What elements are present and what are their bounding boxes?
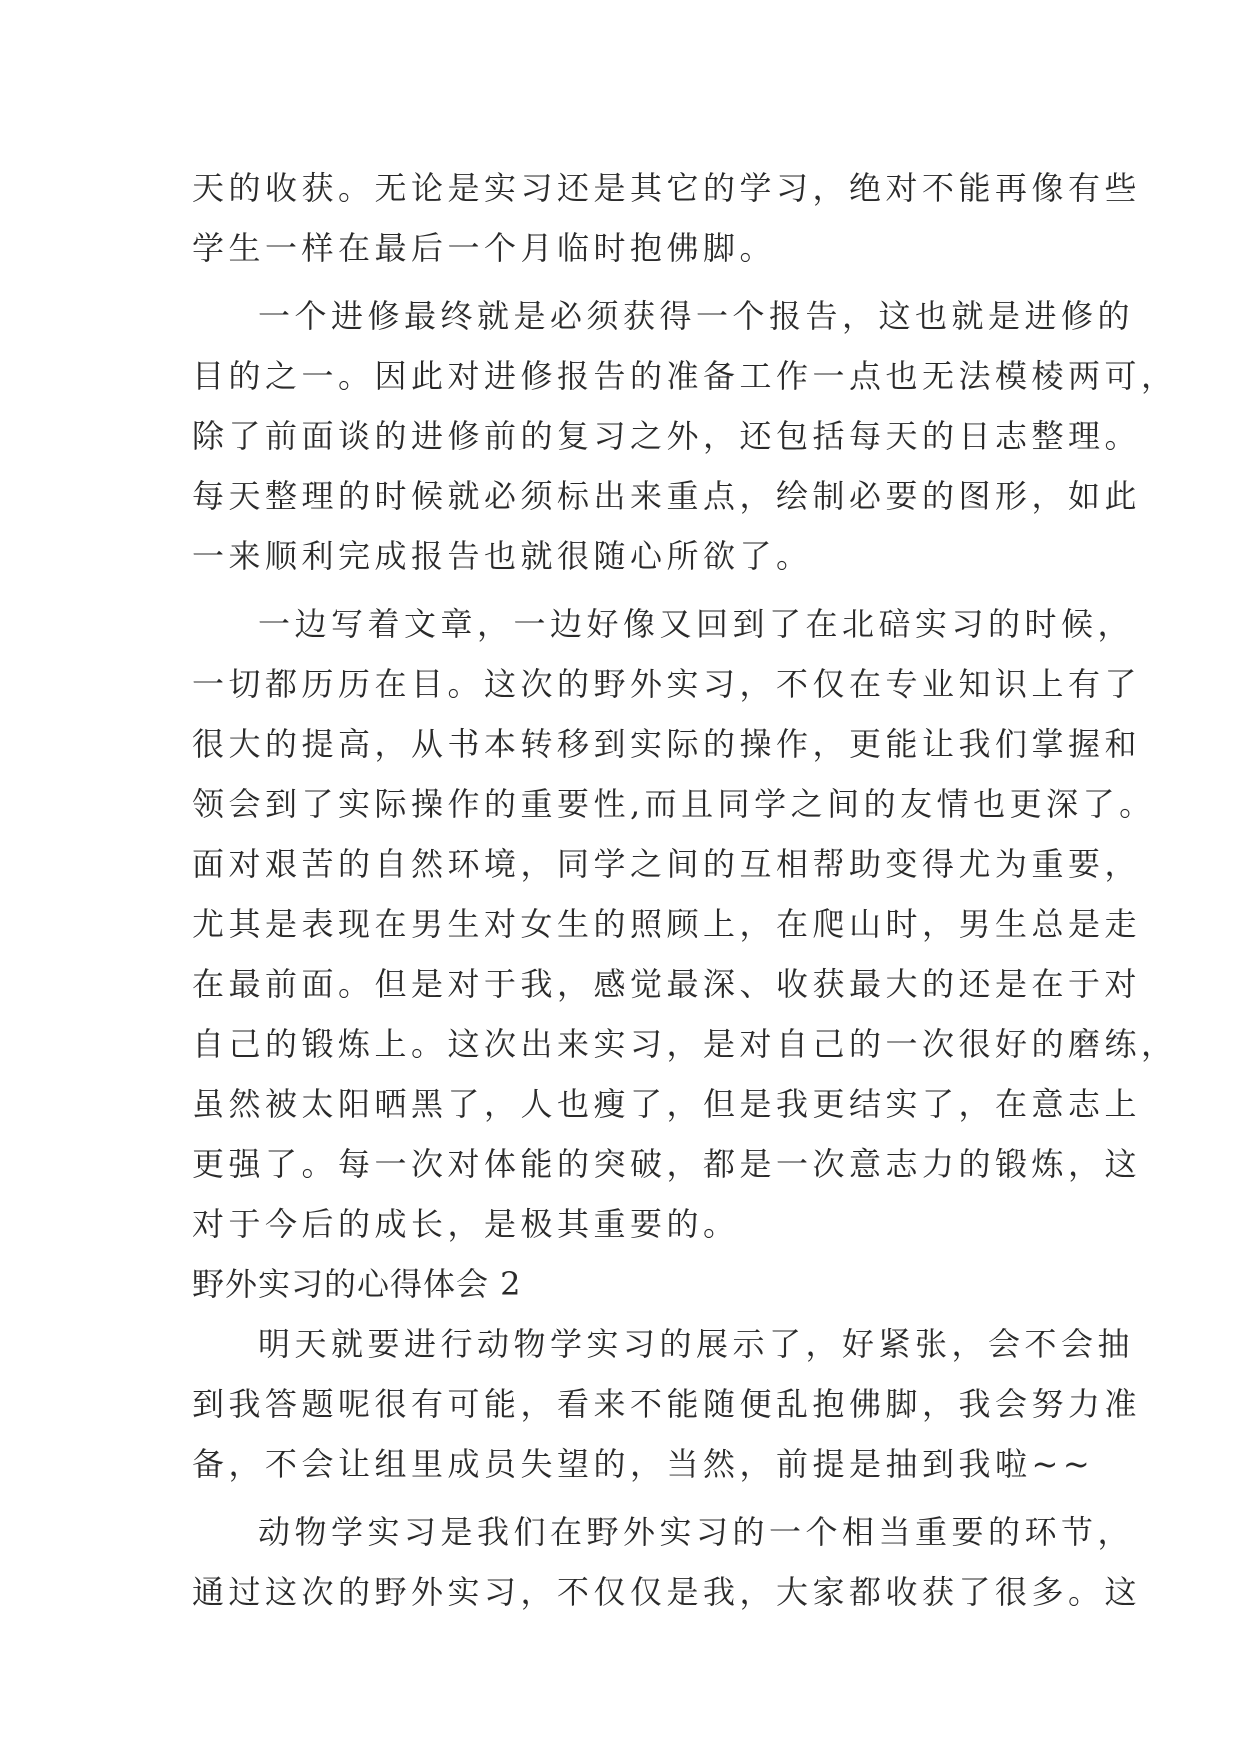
text-line: 尤其是表现在男生对女生的照顾上，在爬山时，男生总是走 <box>192 905 1142 943</box>
text-line: 学生一样在最后一个月临时抱佛脚。 <box>192 229 777 267</box>
text-line: 虽然被太阳晒黑了，人也瘦了，但是我更结实了，在意志上 <box>192 1085 1142 1123</box>
text-line: 到我答题呢很有可能，看来不能随便乱抱佛脚，我会努力准 <box>192 1385 1142 1423</box>
text-line: 除了前面谈的进修前的复习之外，还包括每天的日志整理。 <box>192 417 1142 455</box>
text-line: 对于今后的成长，是极其重要的。 <box>192 1205 740 1243</box>
text-line: 备，不会让组里成员失望的，当然，前提是抽到我啦~~ <box>192 1445 1095 1483</box>
text-line: 每天整理的时候就必须标出来重点，绘制必要的图形，如此 <box>192 477 1142 515</box>
paragraph <box>192 286 1178 586</box>
text-line: 明天就要进行动物学实习的展示了，好紧张，会不会抽 <box>258 1325 1135 1363</box>
text-line: 通过这次的野外实习，不仅仅是我，大家都收获了很多。这 <box>192 1573 1142 1611</box>
text-line: 一边写着文章，一边好像又回到了在北碚实习的时候， <box>258 605 1135 643</box>
paragraph <box>192 594 1178 1254</box>
text-line: 一来顺利完成报告也就很随心所欲了。 <box>192 537 813 575</box>
text-line: 一个进修最终就是必须获得一个报告，这也就是进修的 <box>258 297 1135 335</box>
text-line: 目的之一。因此对进修报告的准备工作一点也无法模棱两可， <box>192 357 1178 395</box>
text-line: 很大的提高，从书本转移到实际的操作，更能让我们掌握和 <box>192 725 1142 763</box>
paragraph <box>192 1502 1142 1622</box>
text-line: 在最前面。但是对于我，感觉最深、收获最大的还是在于对 <box>192 965 1142 1003</box>
section-heading: 野外实习的心得体会 2 <box>192 1265 522 1303</box>
text-line: 动物学实习是我们在野外实习的一个相当重要的环节， <box>258 1513 1135 1551</box>
paragraph <box>192 158 1142 278</box>
paragraph <box>192 1314 1142 1494</box>
document-body <box>192 158 1178 1622</box>
text-line: 更强了。每一次对体能的突破，都是一次意志力的锻炼，这 <box>192 1145 1142 1183</box>
text-line: 一切都历历在目。这次的野外实习，不仅在专业知识上有了 <box>192 665 1142 703</box>
text-line: 面对艰苦的自然环境，同学之间的互相帮助变得尤为重要， <box>192 845 1142 883</box>
text-line: 自己的锻炼上。这次出来实习，是对自己的一次很好的磨练， <box>192 1025 1178 1063</box>
text-line: 领会到了实际操作的重要性,而且同学之间的友情也更深了。 <box>192 785 1156 823</box>
text-line: 天的收获。无论是实习还是其它的学习，绝对不能再像有些 <box>192 169 1142 207</box>
